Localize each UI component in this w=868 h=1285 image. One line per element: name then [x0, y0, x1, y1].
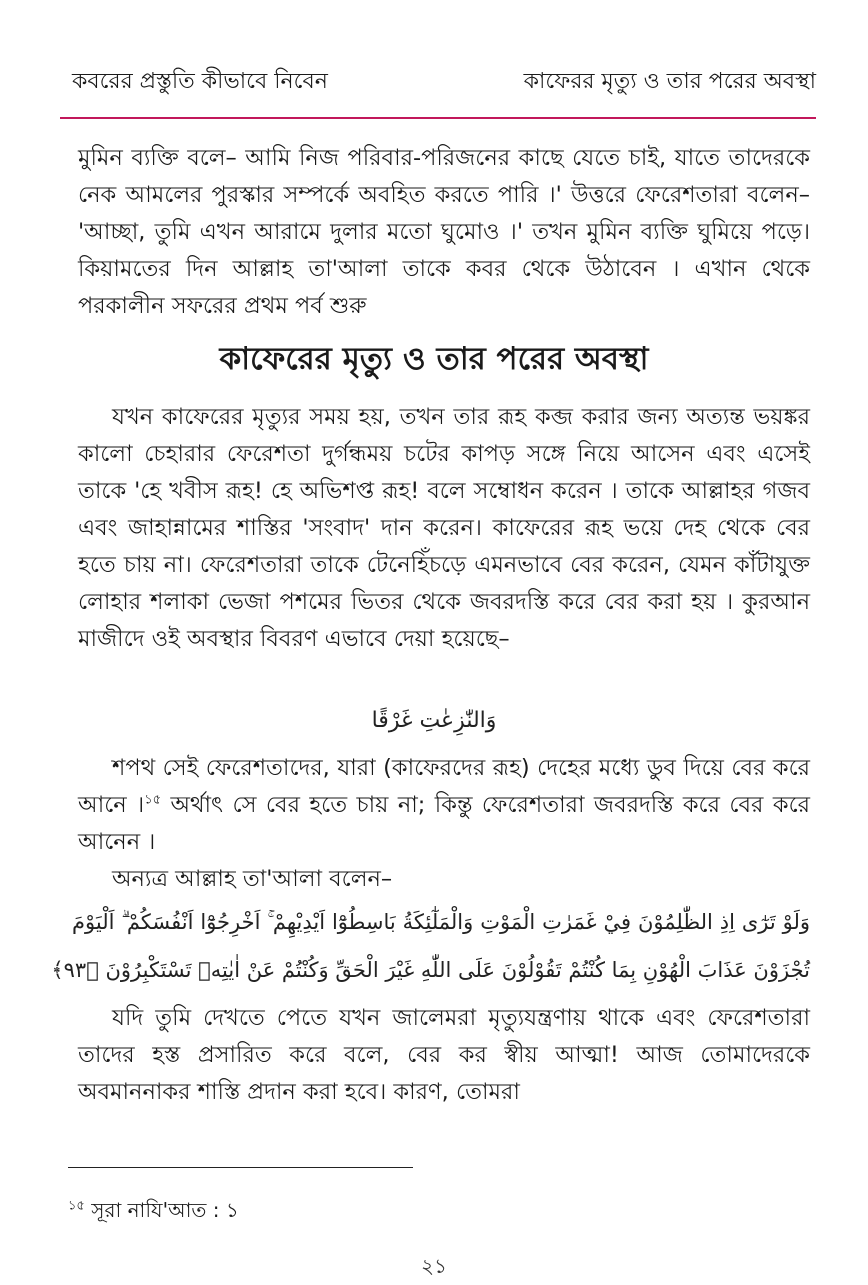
section-heading: কাফেরের মৃত্যু ও তার পরের অবস্থা — [219, 341, 649, 377]
footnote-divider — [68, 1167, 413, 1168]
paragraph-elsewhere: অন্যত্র আল্লাহ তা'আলা বলেন– — [112, 866, 393, 892]
arabic-verse-naziat: وَالنّٰزِعٰتِ غَرْقًا — [371, 708, 497, 733]
header-divider — [60, 117, 816, 119]
running-header — [72, 62, 816, 102]
footnote-marker: ১৫ — [68, 1198, 85, 1214]
paragraph-oath — [78, 750, 810, 861]
paragraph-translation: যদি তুমি দেখতে পেতে যখন জালেমরা মৃত্যুযন্ত্রণায় থাকে এবং ফেরেশতারা তাদের হস্ত প্রসারিত করে বলে, বের কর স্বীয় আত্মা! আজ তোমাদেরকে অবমাননাকর শাস্তি প্রদান করা হবে। কারণ, তোমরা — [78, 1005, 810, 1105]
arabic-verse-anam-line2: تُجْزَوْنَ عَذَابَ الْهُوْنِ بِمَا كُنْتُمْ تَقُوْلُوْنَ عَلَى اللّٰهِ غَيْرَ الْحَقِّ وَكُنْتُمْ عَنْ اٰيٰتِهٖ تَسْتَكْبِرُوْنَ ﴿٩٣﴾ — [51, 958, 810, 982]
oath-text-cont: অর্থাৎ সে বের হতে চায় না; কিন্তু ফেরেশতারা জবরদস্তি করে বের করে আনেন । — [78, 792, 810, 855]
footnote-text: সূরা নাযি'আত : ১ — [84, 1198, 239, 1222]
oath-text: শপথ সেই ফেরেশতাদের, যারা (কাফেরদের রূহ) দেহের মধ্যে ডুব দিয়ে বের করে আনে । — [78, 755, 810, 818]
footnote — [68, 1196, 239, 1229]
header-book-title: কবরের প্রস্তুতি কীভাবে নিবেন — [72, 68, 328, 94]
footnote-ref: ১৫ — [144, 792, 162, 808]
page-number: ২১ — [421, 1254, 447, 1278]
paragraph-kafir-death: যখন কাফেরের মৃত্যুর সময় হয়, তখন তার রূহ কব্জ করার জন্য অত্যন্ত ভয়ঙ্কর কালো চেহারার ফেরেশতা দুর্গন্ধময় চটের কাপড় সঙ্গে নিয়ে আসেন এবং এসেই তাকে 'হে খবীস রূহ! হে অভিশপ্ত রূহ! বলে সম্বোধন করেন । তাকে আল্লাহর গজব এবং জাহান্নামের শাস্তির 'সংবাদ' দান করেন। কাফেরের রূহ ভয়ে দেহ থেকে বের হতে চায় না। ফেরেশতারা তাকে টেনেহিঁচড়ে এমনভাবে বের করেন, যেমন কাঁটাযুক্ত লোহার শলাকা ভেজা পশমের ভিতর থেকে জবরদস্তি করে বের করা হয় । কুরআন মাজীদে ওই অবস্থার বিবরণ এভাবে দেয়া হয়েছে– — [78, 404, 810, 652]
paragraph-continuation: মুমিন ব্যক্তি বলে– আমি নিজ পরিবার-পরিজনের কাছে যেতে চাই, যাতে তাদেরকে নেক আমলের পুরস্কার সম্পর্কে অবহিত করতে পারি ।' উত্তরে ফেরেশতারা বলেন– 'আচ্ছা, তুমি এখন আরামে দুলার মতো ঘুমোও ।' তখন মুমিন ব্যক্তি ঘুমিয়ে পড়ে। কিয়ামতের দিন আল্লাহ তা'আলা তাকে কবর থেকে উঠাবেন । এখান থেকে পরকালীন সফরের প্রথম পর্ব শুরু — [78, 145, 810, 319]
header-chapter-title: কাফেরর মৃত্যু ও তার পরের অবস্থা — [523, 68, 816, 94]
arabic-verse-anam-line1: وَلَوْ تَرٰٓى اِذِ الظّٰلِمُوْنَ فِيْ غَمَرٰتِ الْمَوْتِ وَالْمَلٰٓئِكَةُ بَاسِطُوْٓا اَيْدِيْهِمْ ۚ اَخْرِجُوْٓا اَنْفُسَكُمْ ۗ اَلْيَوْمَ — [72, 910, 810, 934]
